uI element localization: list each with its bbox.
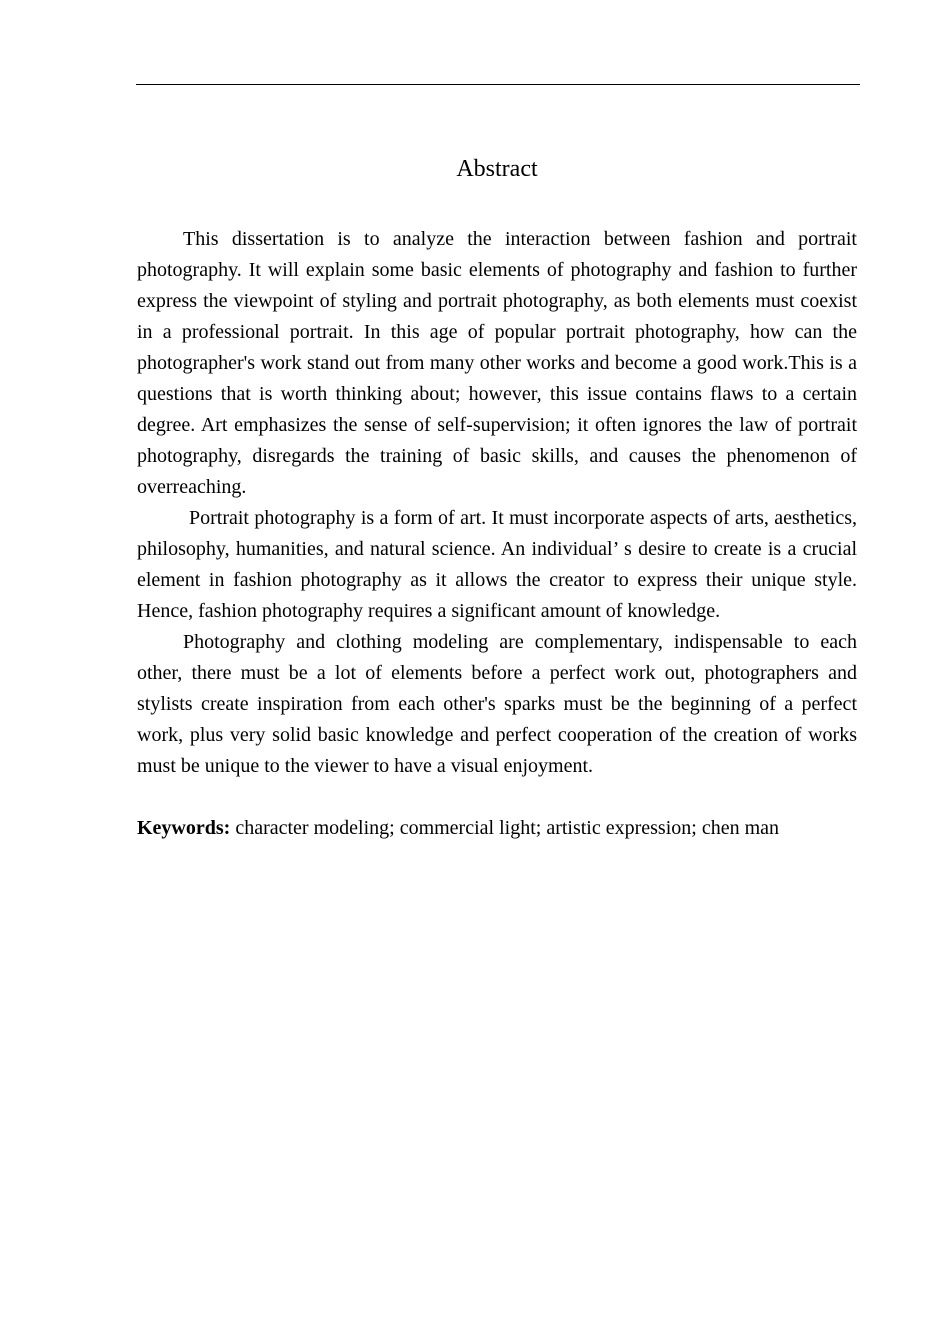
keywords-line	[137, 813, 857, 844]
keywords-text: character modeling; commercial light; artistic expression; chen man	[235, 817, 780, 839]
header-rule	[136, 84, 860, 85]
abstract-body	[137, 224, 857, 844]
keywords-label: Keywords:	[137, 817, 231, 839]
abstract-paragraph-3: Photography and clothing modeling are complementary, indispensable to each other, there must be a lot of elements before a perfect work out, photographers and stylists create inspiration from each other's sparks must be the beginning of a perfect work, plus very solid basic knowledge and perfect cooperation of the creation of works must be unique to the viewer to have a visual enjoyment.	[137, 631, 857, 777]
page-title: Abstract	[456, 156, 538, 182]
abstract-paragraph-2: Portrait photography is a form of art. It must incorporate aspects of arts, aesthetics, philosophy, humanities, and natural science. An individual’ s desire to create is a crucial element in fashion photography as it allows the creator to express their unique style. Hence, fashion photography requires a significant amount of knowledge.	[137, 507, 857, 622]
abstract-paragraph-1: This dissertation is to analyze the interaction between fashion and portrait photography. It will explain some basic elements of photography and fashion to further express the viewpoint of styling and portrait photography, as both elements must coexist in a professional portrait. In this age of popular portrait photography, how can the photographer's work stand out from many other works and become a good work.This is a questions that is worth thinking about; however, this issue contains flaws to a certain degree. Art emphasizes the sense of self-supervision; it often ignores the law of portrait photography, disregards the training of basic skills, and causes the phenomenon of overreaching.	[137, 228, 857, 498]
